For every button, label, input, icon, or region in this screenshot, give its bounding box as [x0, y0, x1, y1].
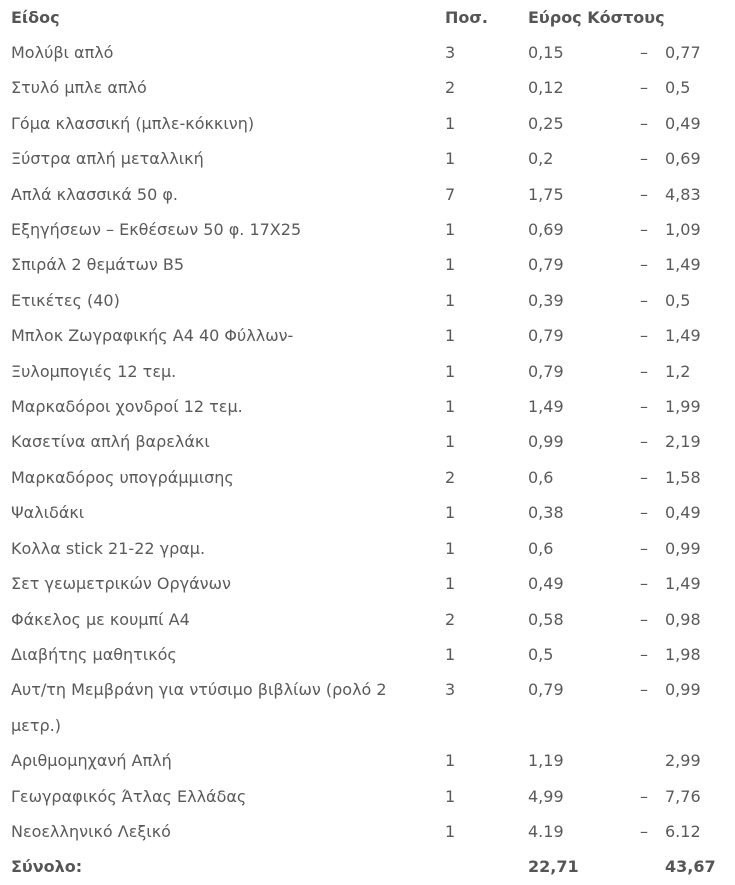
- item-name: Κολλα stick 21-22 γραμ.: [11, 538, 206, 558]
- item-quantity: 1: [445, 397, 456, 417]
- range-dash: –: [640, 361, 648, 381]
- range-dash: –: [640, 786, 648, 806]
- item-quantity: 1: [445, 574, 456, 594]
- table-row: [11, 602, 731, 637]
- cost-max: 0,98: [665, 609, 701, 629]
- range-dash: –: [640, 503, 648, 523]
- table-row: [11, 35, 731, 70]
- range-dash: –: [640, 113, 648, 133]
- item-name: Αυτ/τη Μεμβράνη για ντύσιμο βιβλίων (ρολό 2 μετρ.): [11, 680, 387, 735]
- item-name: Ξύστρα απλή μεταλλική: [11, 149, 204, 169]
- total-label: Σύνολο:: [11, 857, 83, 877]
- item-name: Ετικέτες (40): [11, 290, 120, 310]
- range-dash: –: [640, 821, 648, 841]
- table-row: [11, 283, 731, 318]
- range-dash: [640, 743, 665, 778]
- item-name: Στυλό μπλε απλό: [11, 78, 147, 98]
- table-row: [11, 354, 731, 389]
- cost-max: 6.12: [665, 821, 701, 841]
- header-qty: Ποσ.: [445, 8, 488, 27]
- item-name: Αριθμομηχανή Απλή: [11, 751, 172, 771]
- table-row: [11, 70, 731, 105]
- range-dash: –: [640, 467, 648, 487]
- cost-max: 1,09: [665, 220, 701, 240]
- item-quantity: 1: [445, 361, 456, 381]
- cost-min: 0,79: [528, 326, 564, 346]
- table-row: [11, 318, 731, 353]
- cost-min: 0,38: [528, 503, 564, 523]
- cost-max: 1,98: [665, 644, 701, 664]
- cost-max: 0,49: [665, 113, 701, 133]
- cost-min: 0,79: [528, 255, 564, 275]
- cost-max: 0,49: [665, 503, 701, 523]
- range-dash: –: [640, 574, 648, 594]
- range-dash: –: [640, 538, 648, 558]
- table-row: [11, 389, 731, 424]
- cost-table: [11, 0, 731, 885]
- cost-min: 1,19: [528, 751, 564, 771]
- item-quantity: 1: [445, 538, 456, 558]
- item-quantity: 1: [445, 503, 456, 523]
- item-quantity: 1: [445, 290, 456, 310]
- cost-max: 0,69: [665, 149, 701, 169]
- item-quantity: 7: [445, 184, 456, 204]
- table-row: [11, 177, 731, 212]
- range-dash: –: [640, 255, 648, 275]
- item-name: Σετ γεωμετρικών Οργάνων: [11, 574, 231, 594]
- cost-max: 1,99: [665, 397, 701, 417]
- table-row: [11, 106, 731, 141]
- range-dash: –: [640, 326, 648, 346]
- item-quantity: 1: [445, 220, 456, 240]
- cost-max: 2,99: [665, 751, 701, 771]
- range-dash: –: [640, 149, 648, 169]
- header-cost-range: Εύρος Κόστους: [528, 8, 665, 27]
- item-quantity: 1: [445, 821, 456, 841]
- cost-min: 4,99: [528, 786, 564, 806]
- cost-min: 0,6: [528, 538, 554, 558]
- cost-max: 1,2: [665, 361, 691, 381]
- total-row: [11, 849, 731, 884]
- cost-min: 0,49: [528, 574, 564, 594]
- item-name: Απλά κλασσικά 50 φ.: [11, 184, 178, 204]
- item-quantity: 1: [445, 786, 456, 806]
- item-name: Μαρκαδόρος υπογράμμισης: [11, 467, 234, 487]
- item-quantity: 2: [445, 609, 456, 629]
- cost-max: 1,58: [665, 467, 701, 487]
- cost-max: 0,99: [665, 538, 701, 558]
- cost-min: 0,69: [528, 220, 564, 240]
- cost-min: 0,15: [528, 43, 564, 62]
- item-quantity: 2: [445, 78, 456, 98]
- item-name: Μαρκαδόροι χονδροί 12 τεμ.: [11, 397, 243, 417]
- range-dash: –: [640, 184, 648, 204]
- item-quantity: 1: [445, 432, 456, 452]
- item-quantity: 1: [445, 113, 456, 133]
- table-row: [11, 424, 731, 459]
- range-dash: –: [640, 43, 648, 62]
- table-row: [11, 743, 731, 778]
- cost-max: 0,99: [665, 680, 701, 700]
- cost-max: 7,76: [665, 786, 701, 806]
- cost-max: 0,5: [665, 78, 691, 98]
- table-row: [11, 672, 731, 743]
- item-name: Ψαλιδάκι: [11, 503, 85, 523]
- cost-max: 2,19: [665, 432, 701, 452]
- range-dash: –: [640, 644, 648, 664]
- cost-min: 0,5: [528, 644, 554, 664]
- table-row: [11, 460, 731, 495]
- cost-max: 1,49: [665, 255, 701, 275]
- cost-min: 0,2: [528, 149, 554, 169]
- total-qty: [445, 849, 528, 884]
- range-dash: –: [640, 290, 648, 310]
- table-row: [11, 779, 731, 814]
- total-dash: [640, 849, 665, 884]
- cost-min: 0,25: [528, 113, 564, 133]
- item-name: Κασετίνα απλή βαρελάκι: [11, 432, 210, 452]
- table-row: [11, 212, 731, 247]
- cost-max: 0,5: [665, 290, 691, 310]
- cost-max: 0,77: [665, 43, 701, 62]
- range-dash: –: [640, 220, 648, 240]
- item-quantity: 3: [445, 680, 456, 700]
- item-quantity: 1: [445, 644, 456, 664]
- item-name: Γεωγραφικός Άτλας Ελλάδας: [11, 786, 247, 806]
- item-quantity: 1: [445, 751, 456, 771]
- cost-min: 0,39: [528, 290, 564, 310]
- item-name: Φάκελος με κουμπί Α4: [11, 609, 190, 629]
- item-name: Εξηγήσεων – Εκθέσεων 50 φ. 17Χ25: [11, 220, 302, 240]
- header-item: Είδος: [11, 8, 60, 27]
- range-dash: –: [640, 397, 648, 417]
- item-name: Μπλοκ Ζωγραφικής Α4 40 Φύλλων-: [11, 326, 294, 346]
- item-quantity: 1: [445, 255, 456, 275]
- table-row: [11, 566, 731, 601]
- cost-max: 1,49: [665, 326, 701, 346]
- cost-min: 0,6: [528, 467, 554, 487]
- table-header-row: [11, 0, 731, 35]
- total-min: 22,71: [528, 857, 579, 877]
- item-name: Διαβήτης μαθητικός: [11, 644, 177, 664]
- range-dash: –: [640, 680, 648, 700]
- item-quantity: 2: [445, 467, 456, 487]
- table-row: [11, 141, 731, 176]
- cost-min: 0,58: [528, 609, 564, 629]
- item-name: Ξυλομπογιές 12 τεμ.: [11, 361, 177, 381]
- cost-min: 0,99: [528, 432, 564, 452]
- total-max: 43,67: [665, 857, 716, 877]
- table-row: [11, 814, 731, 849]
- range-dash: –: [640, 78, 648, 98]
- cost-min: 1,49: [528, 397, 564, 417]
- range-dash: –: [640, 609, 648, 629]
- item-quantity: 1: [445, 149, 456, 169]
- cost-min: 0,79: [528, 680, 564, 700]
- item-quantity: 1: [445, 326, 456, 346]
- item-name: Μολύβι απλό: [11, 43, 114, 62]
- item-quantity: 3: [445, 43, 456, 62]
- table-row: [11, 531, 731, 566]
- item-name: Γόμα κλασσική (μπλε-κόκκινη): [11, 113, 255, 133]
- table-body: [11, 35, 731, 885]
- item-name: Νεοελληνικό Λεξικό: [11, 821, 171, 841]
- table-row: [11, 247, 731, 282]
- table-row: [11, 495, 731, 530]
- item-name: Σπιράλ 2 θεμάτων Β5: [11, 255, 185, 275]
- cost-min: 1,75: [528, 184, 564, 204]
- cost-min: 0,12: [528, 78, 564, 98]
- cost-max: 1,49: [665, 574, 701, 594]
- cost-min: 0,79: [528, 361, 564, 381]
- table-row: [11, 637, 731, 672]
- range-dash: –: [640, 432, 648, 452]
- cost-min: 4.19: [528, 821, 564, 841]
- cost-max: 4,83: [665, 184, 701, 204]
